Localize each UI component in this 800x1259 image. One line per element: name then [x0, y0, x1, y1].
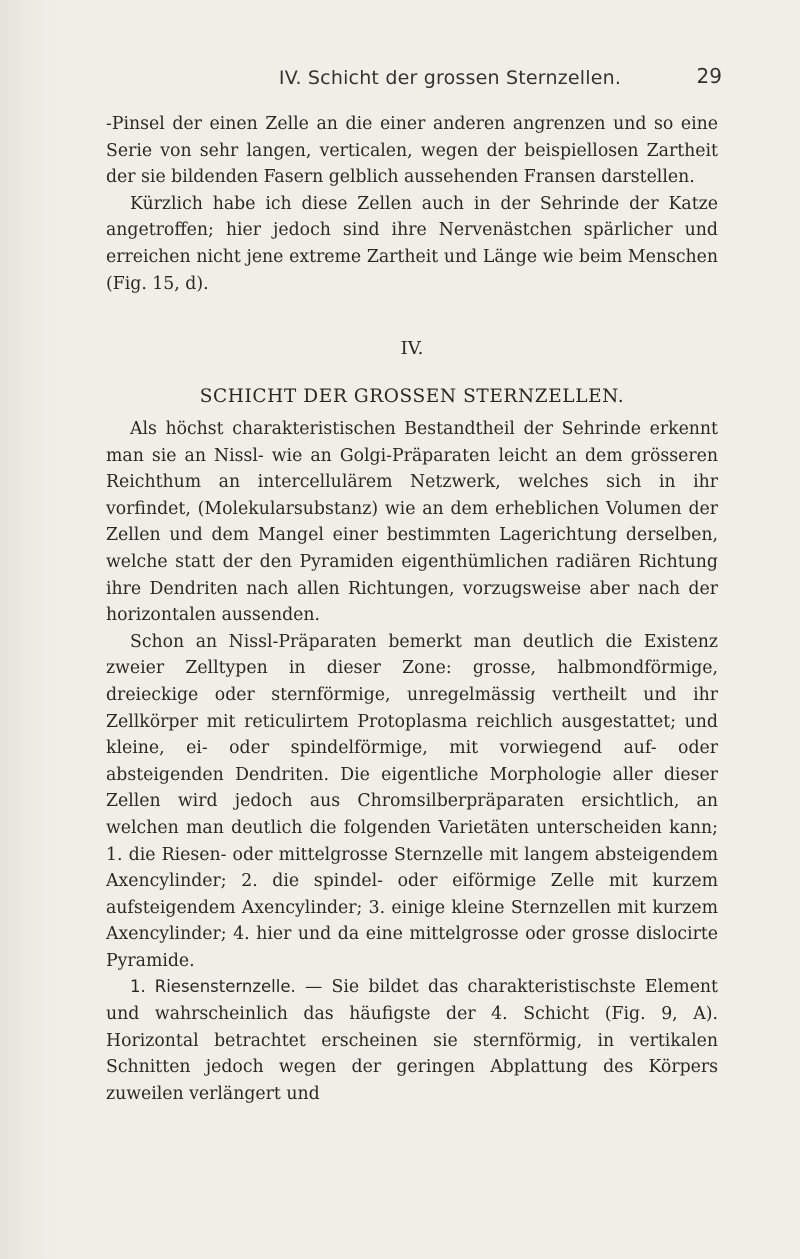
subsection-lead: 1. Riesensternzelle. — [130, 977, 296, 997]
paragraph: Schon an Nissl-Präparaten bemerkt man deutlich die Existenz zweier Zelltypen in dieser Zone: grosse, halbmondförmige, dreieckige oder sternförmige, unregelmässig vertheilt und ihr Zellkörper mit reticulirtem Protoplasma reichlich ausgestattet; und kleine, ei- oder spindelförmige, mit vorwiegend auf- oder absteigenden Dendriten. Die eigentliche Morphologie aller dieser Zellen wird jedoch aus Chromsilberpräparaten ersichtlich, an welchen man deutlich die folgenden Varietäten unterscheiden kann; 1. die Riesen- oder mittelgrosse Sternzelle mit langem absteigendem Axencylinder; 2. die spindel- oder eiförmige Zelle mit kurzem aufsteigendem Axencylinder; 3. einige kleine Sternzellen mit kurzem Axencylinder; 4. hier und da eine mittelgrosse oder grosse dislocirte Pyramide. — [106, 631, 718, 971]
paragraph: Als höchst charakteristischen Bestandtheil der Sehrinde erkennt man sie an Nissl- wie an Golgi-Präparaten leicht an dem grösseren Reichthum an intercellulärem Netzwerk, welches sich in ihr vorfindet, (Molekularsubstanz) wie an dem erheblichen Volumen der Zellen und dem Mangel einer bestimmten Lagerichtung derselben, welche statt der den Pyramiden eigenthümlichen radiären Richtung ihre Dendriten nach allen Richtungen, vorzugsweise aber nach der horizontalen aussenden. — [106, 419, 718, 626]
paragraph: -Pinsel der einen Zelle an die einer anderen angrenzen und so eine Serie von sehr langen, verticalen, wegen der beispiellosen Zartheit der sie bildenden Fasern gelblich aussehenden Fransen darstellen. — [106, 114, 718, 188]
section-number: IV. — [400, 338, 424, 359]
page-number: 29 — [696, 64, 722, 88]
running-head: IV. Schicht der grossen Sternzellen. — [278, 67, 622, 89]
paragraph: Kürzlich habe ich diese Zellen auch in der Sehrinde der Katze angetroffen; hier jedoch sind ihre Nervenästchen spärlicher und erreichen nicht jene extreme Zartheit und Länge wie beim Menschen (Fig. 15, d). — [106, 193, 718, 294]
text-block-section — [106, 416, 718, 1107]
text-block-continuation — [106, 111, 718, 297]
section-heading: SCHICHT DER GROSSEN STERNZELLEN. — [199, 386, 625, 407]
paragraph-text: — Sie bildet das charakteristischste Element und wahrscheinlich das häufigste der 4. Schicht (Fig. 9, A). Horizontal betrachtet erscheinen sie sternförmig, in vertikalen Schnitten jedoch wegen der geringen Abplattung des Körpers zuweilen verlängert und — [106, 977, 718, 1104]
paragraph — [106, 974, 718, 1107]
